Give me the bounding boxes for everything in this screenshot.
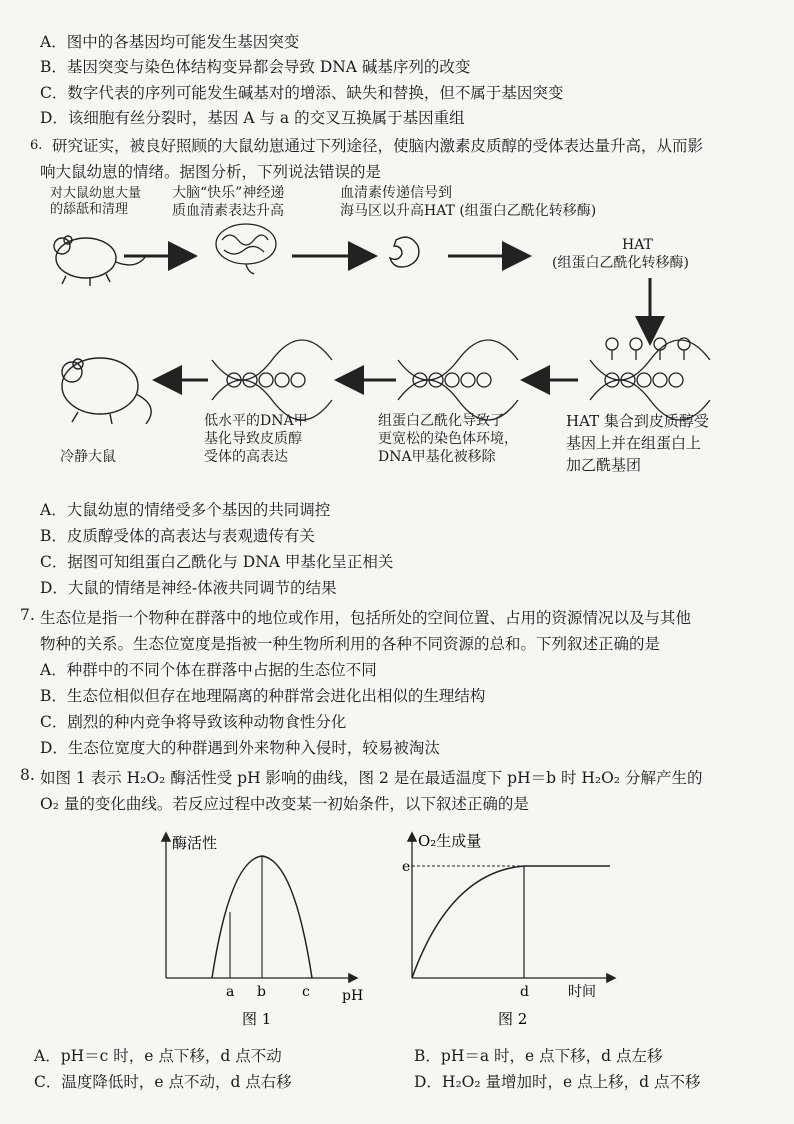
chromatin-left — [212, 340, 332, 420]
q6-number: 6. — [30, 138, 43, 153]
q8-stem-line1: 如图 1 表示 H₂O₂ 酶活性受 pH 影响的曲线，图 2 是在最适温度下 pH＝b 时 H₂O₂ 分解产生的 — [40, 769, 703, 787]
q6-option-d: D．大鼠的情绪是神经-体液共同调节的结果 — [40, 579, 337, 597]
step3-caption-1: 血清素传递信号到 — [340, 185, 452, 201]
hat-label: HAT — [622, 237, 653, 253]
loose-caption-2: 更宽松的染色体环境， — [378, 431, 518, 447]
q6-stem-line1: 研究证实，被良好照顾的大鼠幼崽通过下列途径，使脑内激素皮质醇的受体表达量升高，从而影 — [52, 137, 704, 155]
q5-option-c: C．数字代表的序列可能发生碱基对的增添、缺失和替换，但不属于基因突变 — [40, 84, 564, 102]
q6-pathway-diagram — [0, 0, 794, 500]
loose-caption-3: DNA甲基化被移除 — [378, 449, 496, 465]
fig2-curve — [412, 866, 610, 978]
q5-option-d: D．该细胞有丝分裂时，基因 A 与 a 的交叉互换属于基因重组 — [40, 109, 465, 127]
q7-stem-line1: 生态位是指一个物种在群落中的地位或作用，包括所处的空间位置、占用的资源情况以及与其他 — [40, 609, 692, 627]
step3-caption-2: 海马区以升高HAT (组蛋白乙酰化转移酶) — [340, 203, 597, 219]
brain-icon — [216, 224, 276, 274]
step1-caption-1: 对大鼠幼崽大量 — [50, 186, 142, 201]
calm-rat-icon — [62, 358, 151, 424]
fig1-caption: 图 1 — [242, 1010, 272, 1028]
hat-bind-caption-2: 基因上并在组蛋白上 — [566, 434, 702, 452]
q6-stem-line2: 响大鼠幼崽的情绪。据图分析，下列说法错误的是 — [40, 163, 382, 181]
fig1-tick-b: b — [257, 984, 266, 1000]
q8-stem-line2: O₂ 量的变化曲线。若反应过程中改变某一初始条件，以下叙述正确的是 — [40, 795, 529, 813]
q7-stem-line2: 物种的关系。生态位宽度是指被一种生物所利用的各种不同资源的总和。下列叙述正确的是 — [40, 635, 661, 653]
pup-rat-icon — [54, 236, 146, 286]
fig2-e-label: e — [402, 859, 411, 875]
hippocampus-icon — [390, 237, 419, 267]
fig2-ylabel: O₂生成量 — [418, 832, 482, 850]
low-meth-caption-3: 受体的高表达 — [204, 449, 288, 465]
q7-option-c: C．剧烈的种内竞争将导致该种动物食性分化 — [40, 713, 347, 731]
q8-option-d: D．H₂O₂ 量增加时，e 点上移，d 点不移 — [414, 1073, 701, 1091]
hat-bind-caption-1: HAT 集合到皮质醇受 — [566, 412, 709, 430]
q6-option-a: A．大鼠幼崽的情绪受多个基因的共同调控 — [40, 501, 331, 519]
q8-option-a: A．pH＝c 时，e 点下移，d 点不动 — [34, 1047, 282, 1065]
chromatin-middle — [398, 340, 518, 420]
fig1-ylabel: 酶活性 — [172, 834, 218, 852]
fig1-tick-a: a — [226, 984, 235, 1000]
q5-option-b: B．基因突变与染色体结构变异都会导致 DNA 碱基序列的改变 — [40, 58, 471, 76]
step1-caption-2: 的舔舐和清理 — [50, 202, 129, 217]
chromatin-right — [590, 338, 710, 420]
calm-rat-label: 冷静大鼠 — [60, 449, 116, 465]
q5-option-a: A．图中的各基因均可能发生基因突变 — [40, 33, 300, 51]
q7-option-d: D．生态位宽度大的种群遇到外来物种入侵时，较易被淘汰 — [40, 739, 440, 757]
figure-2-o2-production — [400, 820, 620, 1030]
fig2-xlabel: 时间 — [568, 984, 596, 1000]
fig2-caption: 图 2 — [498, 1010, 528, 1028]
q6-option-c: C．据图可知组蛋白乙酰化与 DNA 甲基化呈正相关 — [40, 553, 394, 571]
hat-full-label: (组蛋白乙酰化转移酶) — [552, 255, 689, 271]
step2-caption-2: 质血清素表达升高 — [172, 203, 284, 219]
q7-option-b: B．生态位相似但存在地理隔离的种群常会进化出相似的生理结构 — [40, 687, 486, 705]
hat-bind-caption-3: 加乙酰基团 — [566, 456, 642, 474]
low-meth-caption-1: 低水平的DNA甲 — [204, 413, 308, 429]
fig1-xlabel: pH — [342, 988, 364, 1004]
step2-caption-1: 大脑“快乐”神经递 — [172, 185, 285, 201]
q6-option-b: B．皮质醇受体的高表达与表观遗传有关 — [40, 527, 315, 545]
fig2-d-label: d — [520, 984, 529, 1000]
loose-caption-1: 组蛋白乙酰化导致了 — [378, 413, 504, 429]
q7-number: 7. — [20, 606, 35, 624]
fig1-tick-c: c — [302, 984, 310, 1000]
q8-option-b: B．pH＝a 时，e 点下移，d 点左移 — [414, 1047, 663, 1065]
q8-option-c: C．温度降低时，e 点不动，d 点右移 — [34, 1073, 292, 1091]
low-meth-caption-2: 基化导致皮质醇 — [204, 431, 302, 447]
q8-number: 8. — [20, 766, 35, 784]
q7-option-a: A．种群中的不同个体在群落中占据的生态位不同 — [40, 661, 377, 679]
figure-1-enzyme-activity — [150, 820, 370, 1030]
